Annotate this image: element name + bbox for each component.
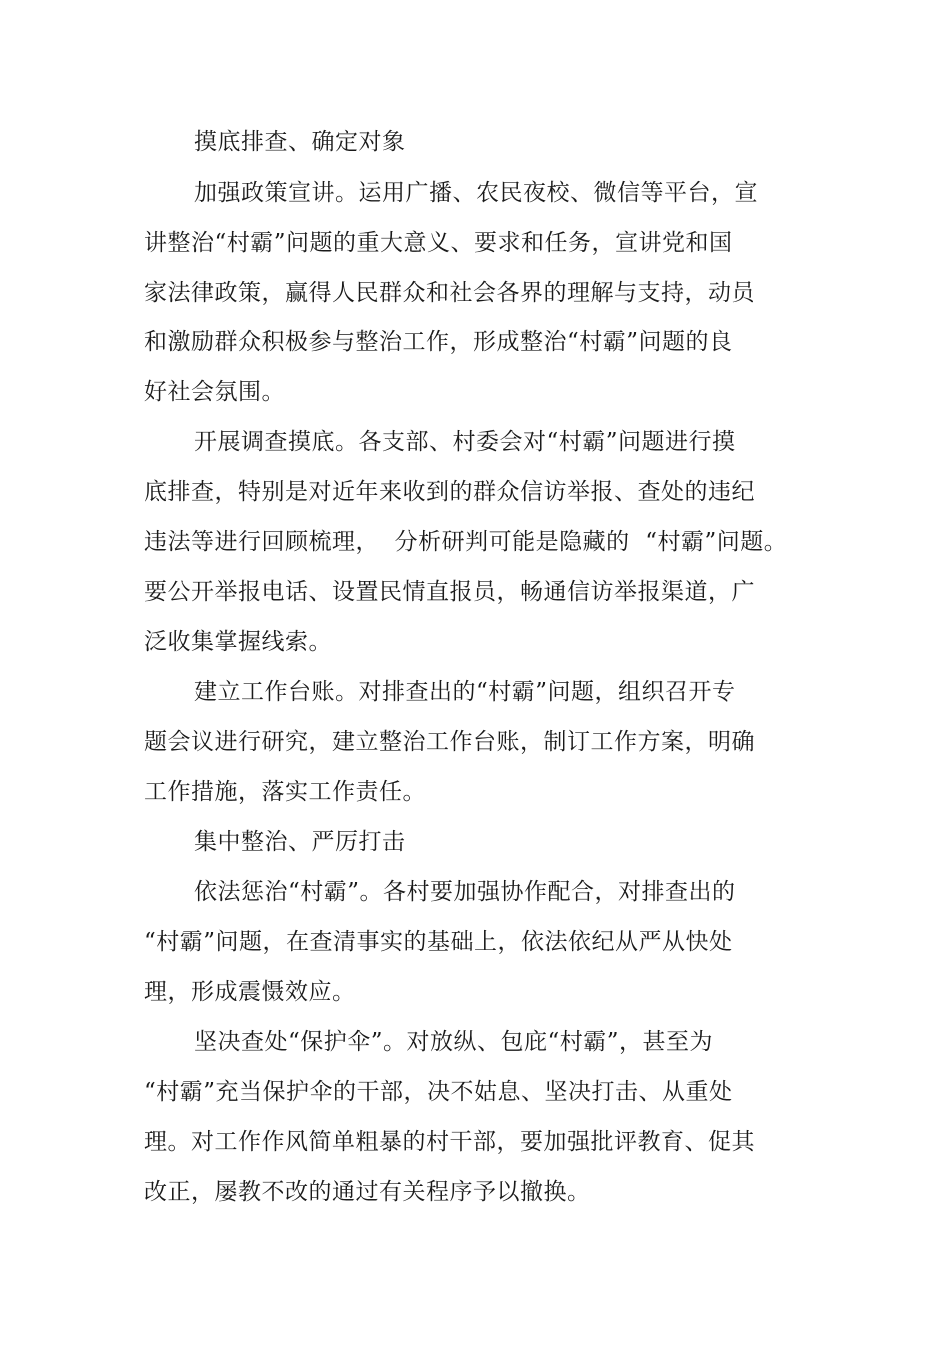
paragraph-line: 底排查，特别是对近年来收到的群众信访举报、查处的违纪	[144, 479, 755, 505]
paragraph-line: 要公开举报电话、设置民情直报员，畅通信访举报渠道，广	[144, 579, 755, 605]
section-heading: 摸底排查、确定对象	[194, 129, 406, 155]
paragraph-line: 讲整治“村霸”问题的重大意义、要求和任务，宣讲党和国	[144, 230, 733, 256]
paragraph-line: 加强政策宣讲。运用广播、农民夜校、微信等平台，宣	[194, 180, 758, 206]
paragraph-line: 和激励群众积极参与整治工作，形成整治“村霸”问题的良	[144, 329, 733, 355]
paragraph-line: 改正，屡教不改的通过有关程序予以撤换。	[144, 1179, 591, 1205]
paragraph-line: 开展调查摸底。各支部、村委会对“村霸”问题进行摸	[194, 429, 736, 455]
paragraph-line: 依法惩治“村霸”。各村要加强协作配合，对排查出的	[194, 879, 736, 905]
paragraph-line: 坚决查处“保护伞”。对放纵、包庇“村霸”，甚至为	[194, 1029, 714, 1055]
paragraph-line: 泛收集掌握线索。	[144, 629, 332, 655]
paragraph-line: 好社会氛围。	[144, 379, 285, 405]
paragraph-line: 家法律政策，赢得人民群众和社会各界的理解与支持，动员	[144, 280, 755, 306]
paragraph-line: 建立工作台账。对排查出的“村霸”问题，组织召开专	[194, 679, 736, 705]
paragraph-line: “村霸”问题，在查清事实的基础上，依法依纪从严从快处	[144, 929, 733, 955]
paragraph-line: 工作措施，落实工作责任。	[144, 779, 426, 805]
paragraph-line: 违法等进行回顾梳理， 分析研判可能是隐藏的 “村霸”问题。	[144, 529, 788, 555]
section-heading: 集中整治、严厉打击	[194, 829, 406, 855]
paragraph-line: 题会议进行研究，建立整治工作台账，制订工作方案，明确	[144, 729, 755, 755]
paragraph-line: 理。对工作作风简单粗暴的村干部，要加强批评教育、促其	[144, 1129, 755, 1155]
paragraph-line: 理，形成震慑效应。	[144, 979, 356, 1005]
paragraph-line: “村霸”充当保护伞的干部，决不姑息、坚决打击、从重处	[144, 1079, 733, 1105]
